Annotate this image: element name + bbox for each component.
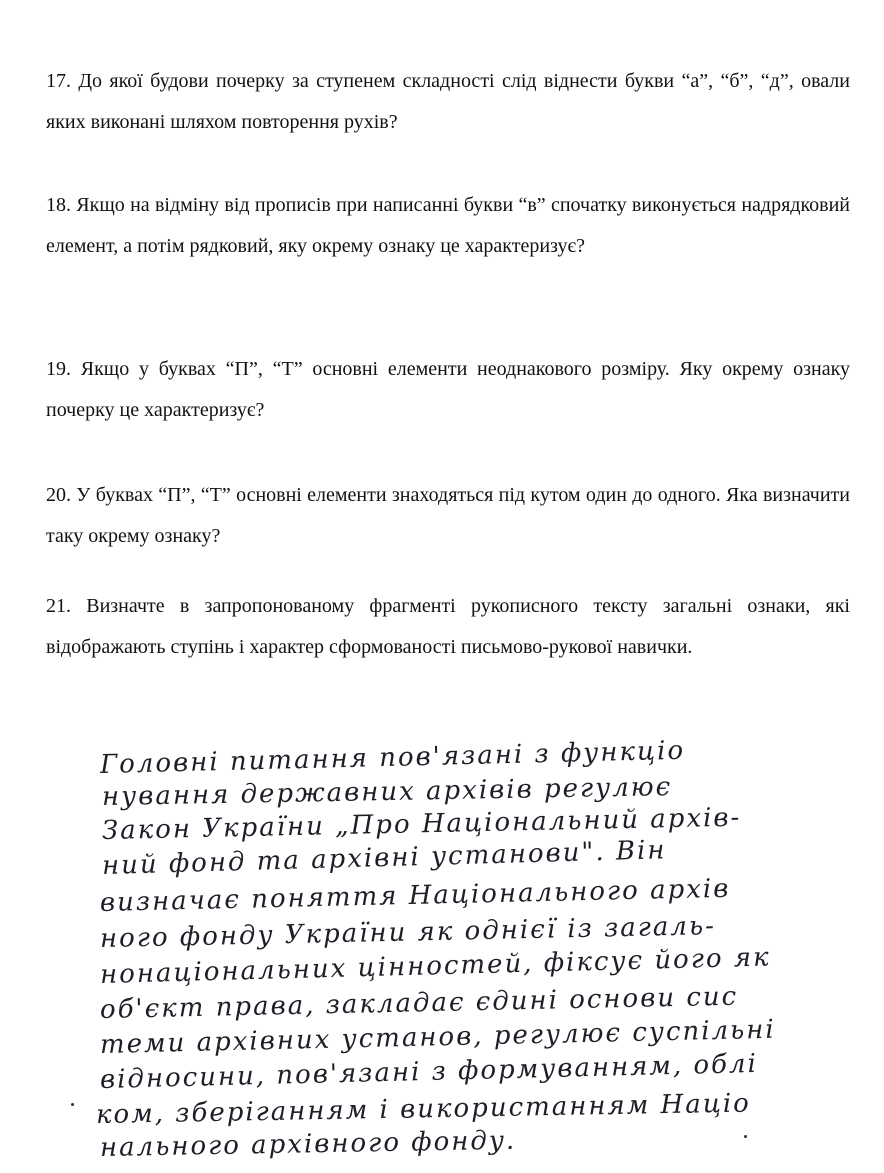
handwritten-line: Головні питання пов'язані з функціо bbox=[99, 735, 686, 780]
handwritten-line: визначає поняття Національного архів bbox=[99, 873, 731, 918]
handwritten-line: нонаціональних цінностей, фіксує його як bbox=[99, 942, 771, 990]
handwritten-line: нування державних архівів регулює bbox=[101, 772, 673, 812]
handwritten-line: відносини, пов'язані з формуванням, облі bbox=[99, 1048, 759, 1095]
question-21: 21. Визначте в запропонованому фрагменті рукописного тексту загальні ознаки, які відображають ступінь і характер сформованості письмово-рукової навички. bbox=[46, 595, 850, 658]
scan-speck bbox=[71, 1103, 74, 1106]
question-20: 20. У буквах “П”, “Т” основні елементи знаходяться під кутом один до одного. Яка визначити таку окрему ознаку? bbox=[46, 484, 850, 547]
handwritten-line: Закон України „Про Національний архів- bbox=[101, 802, 742, 846]
question-19: 19. Якщо у буквах “П”, “Т” основні елементи неоднакового розміру. Яку окрему ознаку почерку це характеризує? bbox=[46, 358, 850, 421]
handwritten-line: ного фонду України як однієї із загаль- bbox=[99, 911, 717, 954]
handwritten-line: теми архівних установ, регулює суспільні bbox=[99, 1014, 777, 1060]
scan-speck bbox=[744, 1135, 747, 1138]
handwritten-text-sample bbox=[80, 735, 840, 1163]
question-17: 17. До якої будови почерку за ступенем складності слід віднести букви “а”, “б”, “д”, овали яких виконані шляхом повторення рухів? bbox=[46, 70, 850, 133]
handwritten-line: ний фонд та архівні установи". Він bbox=[101, 835, 667, 881]
handwritten-line: об'єкт права, закладає єдині основи сис bbox=[99, 981, 739, 1025]
handwritten-line: ком, зберіганням і використанням Націо bbox=[95, 1088, 752, 1130]
handwritten-line: нального архівного фонду. bbox=[99, 1125, 517, 1163]
question-18: 18. Якщо на відміну від прописів при написанні букви “в” спочатку виконується надрядковий елемент, а потім рядковий, яку окрему ознаку це характеризує? bbox=[46, 194, 850, 257]
